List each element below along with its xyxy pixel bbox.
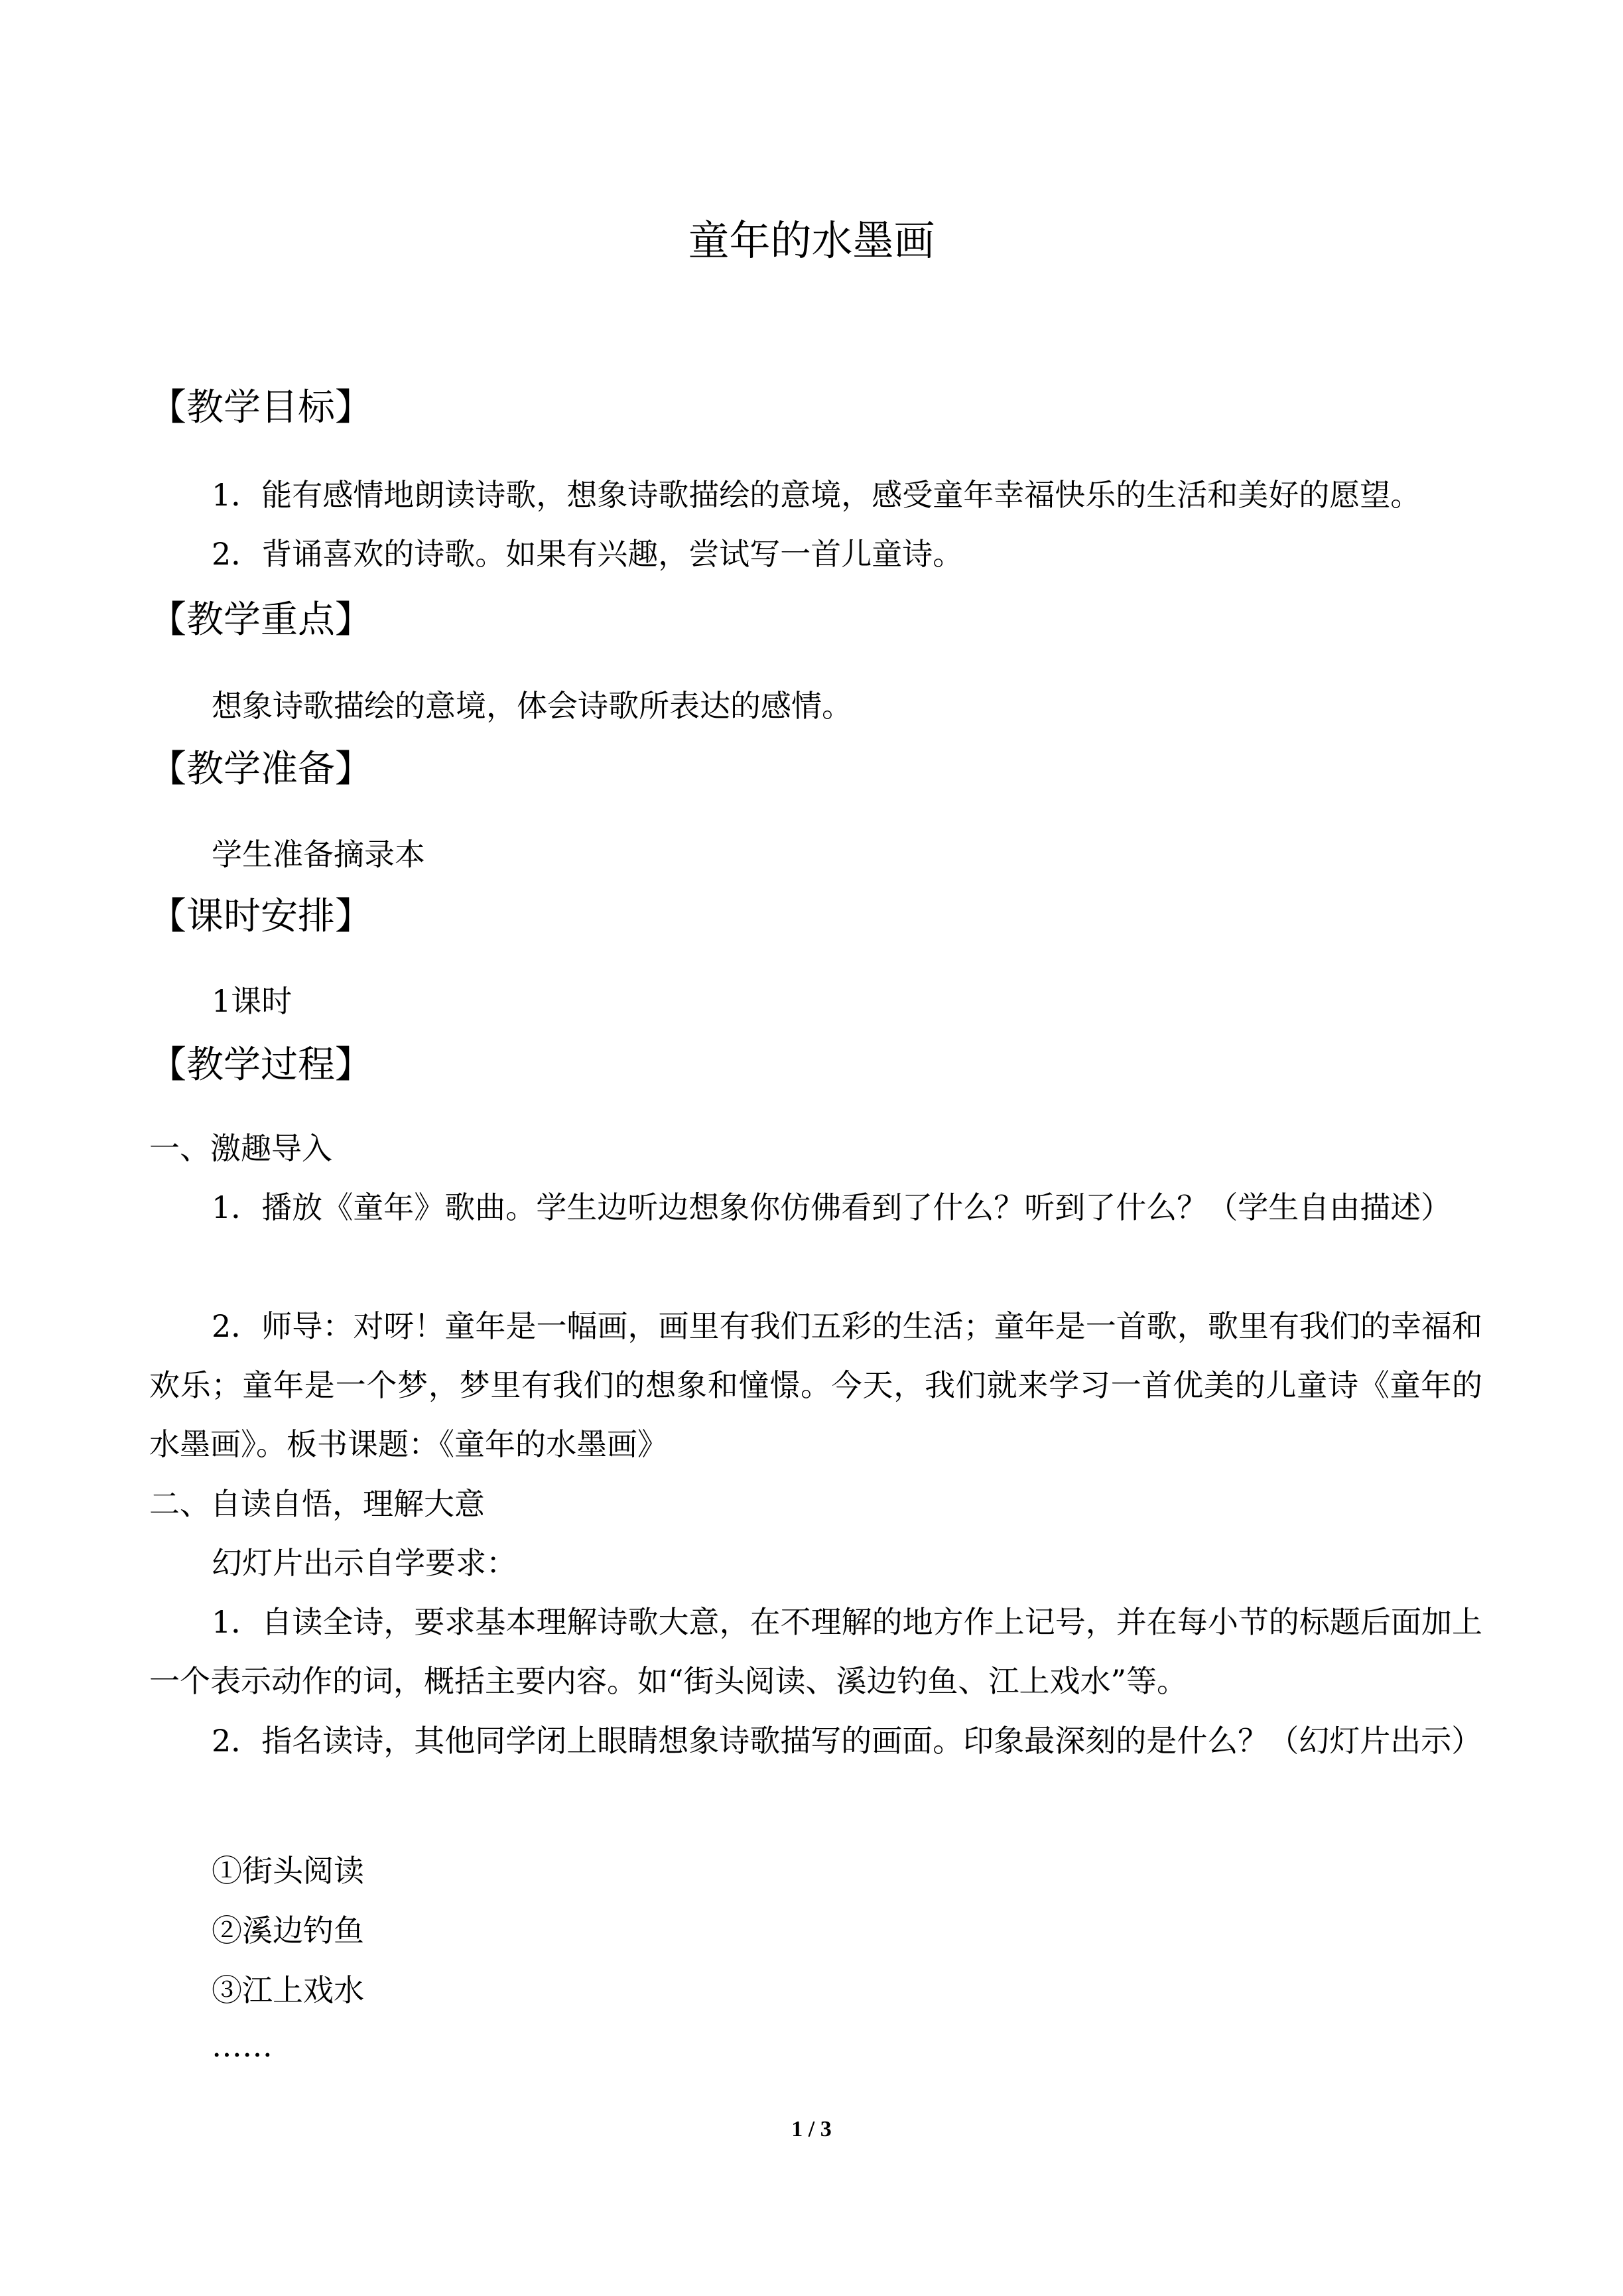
section-heading-focus: 【教学重点】 [149,598,372,642]
section-heading-goals: 【教学目标】 [149,386,372,429]
prep-text: 学生准备摘录本 [212,837,425,872]
section-heading-schedule: 【课时安排】 [149,895,372,938]
slide-intro: 幻灯片出示自学要求： [212,1545,517,1581]
focus-text: 想象诗歌描绘的意境，体会诗歌所表达的感情。 [212,688,852,724]
goal-item-2: 2．背诵喜欢的诗歌。如果有兴趣，尝试写一首儿童诗。 [212,536,964,572]
document-title: 童年的水墨画 [688,216,935,265]
goal-item-1: 1．能有感情地朗读诗歌，想象诗歌描绘的意境，感受童年幸福快乐的生活和美好的愿望。 [212,477,1421,513]
schedule-text: 1课时 [212,983,292,1019]
list-item: ③江上戏水 [212,1972,364,2008]
process-part1-item1: 1．播放《童年》歌曲。学生边听边想象你仿佛看到了什么？听到了什么？（学生自由描述） [212,1189,1452,1225]
process-part2-item1: 1．自读全诗，要求基本理解诗歌大意，在不理解的地方作上记号，并在每小节的标题后面加上一个表示动作的词，概括主要内容。如“街头阅读、溪边钓鱼、江上戏水”等。 [149,1604,1482,1699]
process-part1-item2: 2．师导：对呀！童年是一幅画，画里有我们五彩的生活；童年是一首歌，歌里有我们的幸福和欢乐；童年是一个梦，梦里有我们的想象和憧憬。今天，我们就来学习一首优美的儿童诗《童年的水墨画》。板书课题：《童年的水墨画》 [149,1308,1482,1462]
section-heading-prep: 【教学准备】 [149,748,372,791]
process-part1-heading: 一、激趣导入 [149,1130,332,1166]
section-heading-process: 【教学过程】 [149,1044,372,1087]
process-part2-item2: 2．指名读诗，其他同学闭上眼睛想象诗歌描写的画面。印象最深刻的是什么？（幻灯片出示） [212,1723,1482,1759]
page-number: 1 / 3 [791,2117,832,2141]
list-item: ②溪边钓鱼 [212,1913,364,1948]
process-part2-heading: 二、自读自悟，理解大意 [149,1486,485,1522]
list-item-ellipsis: …… [212,2028,273,2064]
list-item: ①街头阅读 [212,1853,364,1889]
